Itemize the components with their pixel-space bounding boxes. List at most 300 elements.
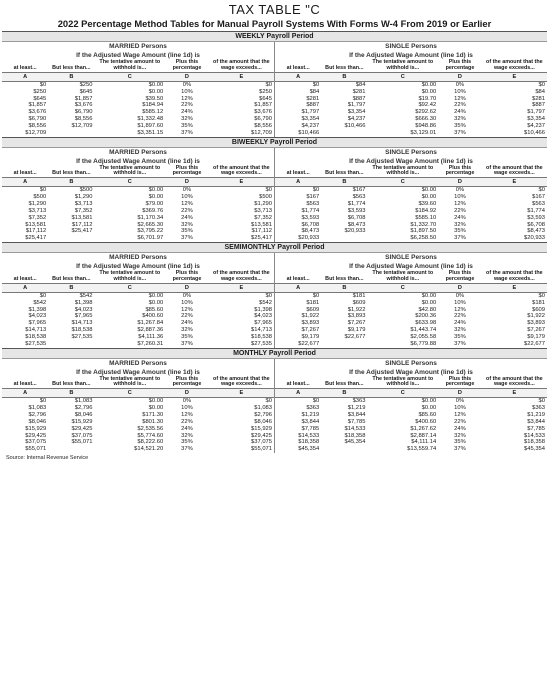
but-less-cell: $542	[79, 292, 93, 299]
column-letter: E	[209, 283, 274, 292]
tentative-cell: $3,351.15	[137, 129, 164, 136]
table-row	[275, 313, 547, 320]
tentative-cell: $184.92	[415, 207, 437, 214]
at-least-header: at least...	[2, 271, 48, 283]
percentage-cell: 10%	[454, 88, 466, 95]
percentage-cell: 10%	[181, 405, 193, 412]
exceeds-cell: $1,797	[527, 109, 545, 116]
exceeds-cell: $10,466	[524, 129, 545, 136]
at-least-header: at least...	[275, 60, 321, 72]
percentage-cell: 37%	[181, 235, 193, 242]
table-row	[275, 116, 547, 123]
exceeds-cell: $0	[538, 398, 545, 405]
percentage-cell: 35%	[454, 122, 466, 129]
column-letter: B	[48, 389, 94, 398]
column-letter: A	[275, 283, 321, 292]
column-letter: D	[438, 389, 482, 398]
exceeds-cell: $4,237	[527, 122, 545, 129]
but-less-cell: $1,219	[347, 405, 366, 412]
table-row	[275, 334, 547, 341]
table-row	[2, 307, 274, 314]
tentative-cell: $1,267.84	[137, 320, 164, 327]
percentage-cell: 0%	[182, 81, 192, 88]
tentative-cell: $184.94	[142, 102, 164, 109]
but-less-cell: $2,796	[74, 405, 93, 412]
exceeds-cell: $1,219	[527, 412, 545, 419]
column-letter: C	[94, 389, 165, 398]
but-less-cell: $6,708	[347, 214, 366, 221]
percentage-cell: 12%	[454, 412, 466, 419]
table-body	[2, 187, 274, 242]
exceeds-cell: $0	[265, 187, 272, 194]
exceeds-header: of the amount that the wage exceeds...	[482, 166, 547, 178]
tentative-cell: $92.42	[418, 102, 437, 109]
but-less-cell	[321, 235, 367, 242]
column-letter-row	[275, 283, 547, 292]
column-letter: B	[48, 72, 94, 81]
tentative-cell: $4,111.14	[411, 439, 437, 446]
but-less-cell: $887	[352, 95, 366, 102]
but-less-cell: $8,556	[74, 116, 93, 123]
at-least-cell: $0	[39, 81, 47, 88]
adjusted-wage-label: If the Adjusted Wage Amount (line 1d) is	[349, 263, 473, 270]
percentage-header: Plus this percentage	[165, 166, 209, 178]
exceeds-cell: $6,790	[254, 116, 272, 123]
column-letter: C	[367, 178, 438, 187]
percentage-cell: 24%	[181, 425, 193, 432]
tentative-cell: $585.12	[142, 109, 164, 116]
but-less-cell	[48, 130, 94, 137]
table-row	[275, 102, 547, 109]
percentage-cell: 22%	[181, 313, 193, 320]
percentage-cell: 24%	[181, 109, 193, 116]
at-least-cell: $7,785	[301, 425, 320, 432]
table-row	[275, 398, 547, 405]
tentative-cell: $0.00	[421, 88, 437, 95]
exceeds-cell: $55,071	[251, 446, 272, 453]
married-persons-heading: MARRIED Persons	[109, 43, 167, 50]
exceeds-cell: $250	[259, 88, 272, 95]
at-least-cell: $15,929	[25, 425, 47, 432]
at-least-cell: $7,352	[28, 214, 47, 221]
payroll-period-section	[2, 31, 547, 137]
percentage-cell: 37%	[181, 340, 193, 347]
percentage-cell: 0%	[455, 398, 465, 405]
tentative-cell: $0.00	[148, 292, 164, 299]
exceeds-cell: $363	[532, 405, 545, 412]
column-letter-row	[2, 72, 274, 81]
tentative-header: The tentative amount to withhold is...	[367, 271, 438, 283]
married-rate-table	[2, 60, 274, 137]
table-row	[2, 89, 274, 96]
table-row	[2, 228, 274, 235]
but-less-cell	[321, 130, 367, 137]
document-subtitle: 2022 Percentage Method Tables for Manual Payroll Systems With Forms W-4 From 2019 or Earlier	[57, 18, 492, 29]
tentative-cell: $4,111.36	[138, 333, 164, 340]
percentage-cell: 22%	[454, 207, 466, 214]
percentage-cell: 35%	[181, 122, 193, 129]
table-row	[2, 446, 274, 453]
tentative-cell: $0.00	[421, 187, 437, 194]
tentative-cell: $0.00	[148, 187, 164, 194]
tentative-cell: $2,665.30	[137, 221, 164, 228]
but-less-header: But less than...	[48, 60, 94, 72]
percentage-cell: 37%	[454, 340, 466, 347]
exceeds-header: of the amount that the wage exceeds...	[482, 377, 547, 389]
at-least-header: at least...	[2, 60, 48, 72]
at-least-cell: $0	[312, 187, 320, 194]
tentative-cell: $0.00	[148, 299, 164, 306]
but-less-cell: $645	[79, 88, 93, 95]
at-least-cell: $84	[309, 88, 320, 95]
percentage-cell: 0%	[182, 187, 192, 194]
percentage-cell: 24%	[454, 109, 466, 116]
exceeds-cell: $1,857	[254, 102, 272, 109]
column-letter: D	[165, 178, 209, 187]
single-rate-table	[275, 60, 547, 137]
tentative-cell: $3,129.01	[410, 129, 437, 136]
percentage-header: Plus this percentage	[165, 60, 209, 72]
but-less-cell: $1,290	[74, 194, 93, 201]
table-header	[2, 271, 274, 292]
tentative-cell: $0.00	[148, 88, 164, 95]
percentage-cell: 10%	[181, 88, 193, 95]
but-less-cell	[321, 446, 367, 453]
percentage-cell: 35%	[181, 333, 193, 340]
at-least-cell: $542	[33, 299, 47, 306]
percentage-header: Plus this percentage	[438, 271, 482, 283]
exceeds-cell: $18,538	[251, 333, 272, 340]
tentative-cell: $2,887.14	[410, 432, 437, 439]
adjusted-wage-label: If the Adjusted Wage Amount (line 1d) is	[76, 263, 200, 270]
at-least-cell: $181	[306, 299, 320, 306]
table-row	[2, 433, 274, 440]
column-letter: C	[94, 178, 165, 187]
column-letter: E	[209, 72, 274, 81]
tentative-header: The tentative amount to withhold is...	[367, 60, 438, 72]
exceeds-cell: $1,290	[254, 201, 272, 208]
percentage-cell: 32%	[454, 432, 466, 439]
percentage-cell: 35%	[181, 439, 193, 446]
table-row	[275, 292, 547, 299]
percentage-cell: 22%	[454, 418, 466, 425]
tentative-cell: $2,055.58	[410, 333, 437, 340]
table-row	[2, 201, 274, 208]
tentative-cell: $200.36	[415, 313, 437, 320]
exceeds-cell: $6,708	[527, 221, 545, 228]
column-letter: D	[438, 283, 482, 292]
single-persons-heading: SINGLE Persons	[385, 43, 437, 50]
column-letter: E	[482, 72, 547, 81]
at-least-cell: $0	[312, 81, 320, 88]
but-less-cell: $6,790	[74, 109, 93, 116]
at-least-cell: $363	[306, 405, 320, 412]
payroll-period-title: WEEKLY Payroll Period	[2, 31, 547, 42]
percentage-cell: 32%	[454, 221, 466, 228]
table-row	[2, 187, 274, 194]
at-least-cell: $1,083	[28, 405, 47, 412]
column-letter: B	[48, 178, 94, 187]
percentage-cell: 10%	[454, 405, 466, 412]
table-row	[2, 235, 274, 242]
married-rate-table	[2, 271, 274, 348]
column-letter: E	[482, 178, 547, 187]
tentative-cell: $39.50	[145, 95, 164, 102]
at-least-cell: $281	[306, 95, 320, 102]
but-less-header: But less than...	[48, 166, 94, 178]
but-less-header: But less than...	[48, 271, 94, 283]
tentative-cell: $6,258.50	[410, 235, 437, 242]
table-body	[2, 398, 274, 453]
but-less-cell: $14,533	[344, 425, 366, 432]
exceeds-cell: $27,535	[251, 340, 272, 347]
percentage-cell: 35%	[181, 228, 193, 235]
but-less-cell: $13,581	[71, 214, 93, 221]
tentative-cell: $2,887.36	[137, 327, 164, 334]
exceeds-cell: $25,417	[251, 235, 272, 242]
tentative-cell: $2,535.56	[137, 425, 164, 432]
exceeds-cell: $3,893	[527, 320, 545, 327]
table-row	[275, 405, 547, 412]
table-header	[275, 377, 547, 398]
table-row	[275, 130, 547, 137]
document-title: TAX TABLE "C	[228, 2, 321, 17]
exceeds-cell: $22,677	[524, 340, 545, 347]
but-less-cell	[48, 341, 94, 348]
but-less-cell: $14,713	[71, 320, 93, 327]
single-persons-block	[274, 359, 547, 454]
exceeds-cell: $2,796	[254, 412, 272, 419]
percentage-cell: 35%	[454, 439, 466, 446]
column-letter: D	[165, 72, 209, 81]
but-less-cell: $3,593	[347, 207, 366, 214]
at-least-cell: $8,556	[28, 122, 47, 129]
percentage-header: Plus this percentage	[165, 377, 209, 389]
exceeds-cell: $1,922	[527, 313, 545, 320]
at-least-cell: $1,290	[28, 201, 47, 208]
percentage-cell: 0%	[455, 187, 465, 194]
exceeds-cell: $0	[265, 81, 272, 88]
at-least-cell: $0	[312, 398, 320, 405]
at-least-cell: $27,535	[25, 340, 47, 347]
at-least-cell: $10,466	[298, 129, 320, 136]
exceeds-cell: $3,676	[254, 109, 272, 116]
at-least-cell: $37,075	[25, 439, 47, 446]
tentative-cell: $948.86	[415, 122, 437, 129]
at-least-cell: $4,023	[28, 313, 47, 320]
table-row	[275, 341, 547, 348]
table-row	[275, 123, 547, 130]
exceeds-cell: $887	[532, 102, 545, 109]
exceeds-cell: $0	[538, 292, 545, 299]
column-letter: A	[275, 178, 321, 187]
tentative-cell: $585.10	[415, 214, 437, 221]
table-row	[2, 81, 274, 88]
at-least-cell: $20,933	[298, 235, 320, 242]
but-less-cell: $7,267	[347, 320, 366, 327]
column-letter: D	[438, 178, 482, 187]
tentative-cell: $14,521.20	[134, 446, 164, 453]
table-row	[2, 320, 274, 327]
but-less-cell: $181	[352, 292, 366, 299]
single-rate-table	[275, 377, 547, 454]
column-letter-row	[2, 283, 274, 292]
percentage-cell: 22%	[454, 313, 466, 320]
exceeds-header: of the amount that the wage exceeds...	[209, 166, 274, 178]
at-least-cell: $13,581	[25, 221, 47, 228]
percentage-cell: 10%	[454, 299, 466, 306]
table-row	[2, 96, 274, 103]
but-less-cell: $84	[355, 81, 366, 88]
married-persons-block	[2, 148, 274, 243]
tentative-header: The tentative amount to withhold is...	[367, 166, 438, 178]
at-least-cell: $29,425	[25, 432, 47, 439]
column-letter: A	[275, 389, 321, 398]
column-letter: D	[165, 283, 209, 292]
adjusted-wage-label: If the Adjusted Wage Amount (line 1d) is	[76, 157, 200, 165]
exceeds-cell: $7,965	[254, 320, 272, 327]
at-least-cell: $6,708	[301, 221, 320, 228]
column-letter: B	[321, 283, 367, 292]
filing-status-columns	[2, 253, 547, 348]
table-row	[275, 194, 547, 201]
at-least-cell: $609	[306, 306, 320, 313]
percentage-cell: 37%	[181, 129, 193, 136]
table-row	[275, 320, 547, 327]
tentative-cell: $5,774.60	[137, 432, 164, 439]
adjusted-wage-label: If the Adjusted Wage Amount (line 1d) is	[76, 52, 200, 59]
column-letter: B	[321, 72, 367, 81]
percentage-cell: 12%	[181, 95, 193, 102]
but-less-cell: $1,857	[74, 95, 93, 102]
at-least-cell: $167	[306, 194, 320, 201]
table-row	[275, 96, 547, 103]
but-less-cell: $1,797	[347, 102, 366, 109]
but-less-cell: $18,538	[71, 327, 93, 334]
table-row	[275, 307, 547, 314]
column-letter-row	[2, 389, 274, 398]
header-row	[2, 377, 274, 389]
at-least-header: at least...	[275, 377, 321, 389]
tentative-cell: $369.76	[142, 207, 164, 214]
table-row	[2, 109, 274, 116]
percentage-cell: 35%	[454, 228, 466, 235]
at-least-cell: $1,219	[301, 412, 320, 419]
at-least-cell: $563	[306, 201, 320, 208]
header-row	[2, 271, 274, 283]
at-least-cell: $18,358	[298, 439, 320, 446]
tentative-cell: $0.00	[421, 405, 437, 412]
adjusted-wage-label: If the Adjusted Wage Amount (line 1d) is	[349, 52, 473, 59]
tentative-cell: $0.00	[148, 405, 164, 412]
payroll-period-title: BIWEEKLY Payroll Period	[2, 137, 547, 148]
table-row	[275, 228, 547, 235]
column-letter: D	[165, 389, 209, 398]
tentative-cell: $7,260.31	[137, 340, 164, 347]
column-letter: A	[2, 178, 48, 187]
exceeds-cell: $7,352	[254, 214, 272, 221]
but-less-cell: $281	[352, 88, 366, 95]
percentage-cell: 0%	[182, 292, 192, 299]
at-least-header: at least...	[275, 166, 321, 178]
table-row	[2, 215, 274, 222]
percentage-cell: 32%	[181, 116, 193, 123]
at-least-cell: $1,797	[301, 109, 320, 116]
percentage-cell: 12%	[454, 201, 466, 208]
but-less-cell: $8,473	[347, 221, 366, 228]
tentative-cell: $79.00	[145, 201, 164, 208]
percentage-cell: 0%	[455, 81, 465, 88]
adjusted-wage-label: If the Adjusted Wage Amount (line 1d) is	[349, 157, 473, 165]
percentage-header: Plus this percentage	[438, 166, 482, 178]
table-row	[275, 89, 547, 96]
tentative-cell: $633.98	[415, 320, 437, 327]
at-least-cell: $1,922	[301, 313, 320, 320]
tentative-cell: $0.00	[421, 194, 437, 201]
table-row	[275, 81, 547, 88]
filing-status-columns	[2, 359, 547, 454]
tentative-cell: $19.70	[418, 95, 437, 102]
percentage-cell: 10%	[454, 194, 466, 201]
percentage-cell: 37%	[454, 235, 466, 242]
single-rate-table	[275, 166, 547, 243]
single-persons-heading: SINGLE Persons	[385, 359, 437, 367]
tentative-header: The tentative amount to withhold is...	[94, 60, 165, 72]
percentage-cell: 35%	[454, 333, 466, 340]
exceeds-cell: $7,267	[527, 327, 545, 334]
percentage-cell: 24%	[181, 320, 193, 327]
but-less-cell: $3,676	[74, 102, 93, 109]
exceeds-cell: $167	[532, 194, 545, 201]
table-row	[2, 419, 274, 426]
tentative-cell: $3,795.22	[137, 228, 164, 235]
table-row	[275, 222, 547, 229]
header-row	[275, 60, 547, 72]
tentative-cell: $801.30	[142, 418, 164, 425]
percentage-cell: 37%	[181, 446, 193, 453]
married-rate-table	[2, 166, 274, 243]
tentative-header: The tentative amount to withhold is...	[94, 166, 165, 178]
exceeds-cell: $645	[259, 95, 272, 102]
but-less-cell: $3,844	[347, 412, 366, 419]
but-less-cell	[48, 235, 94, 242]
percentage-cell: 32%	[454, 116, 466, 123]
at-least-cell: $25,417	[25, 235, 47, 242]
percentage-cell: 10%	[181, 299, 193, 306]
at-least-cell: $0	[39, 187, 47, 194]
header-row	[2, 166, 274, 178]
table-header	[275, 166, 547, 187]
exceeds-cell: $8,046	[254, 418, 272, 425]
at-least-cell: $645	[33, 95, 47, 102]
exceeds-cell: $20,933	[524, 235, 545, 242]
table-row	[275, 426, 547, 433]
at-least-cell: $1,398	[28, 306, 47, 313]
exceeds-cell: $14,533	[524, 432, 545, 439]
at-least-cell: $8,046	[28, 418, 47, 425]
exceeds-cell: $18,358	[524, 439, 545, 446]
but-less-cell: $18,358	[344, 432, 366, 439]
tentative-cell: $0.00	[421, 81, 437, 88]
table-row	[2, 405, 274, 412]
table-body	[275, 292, 547, 347]
table-body	[2, 81, 274, 136]
at-least-cell: $3,713	[28, 207, 47, 214]
table-row	[275, 208, 547, 215]
but-less-cell: $22,677	[344, 333, 366, 340]
percentage-cell: 0%	[455, 292, 465, 299]
table-row	[275, 109, 547, 116]
